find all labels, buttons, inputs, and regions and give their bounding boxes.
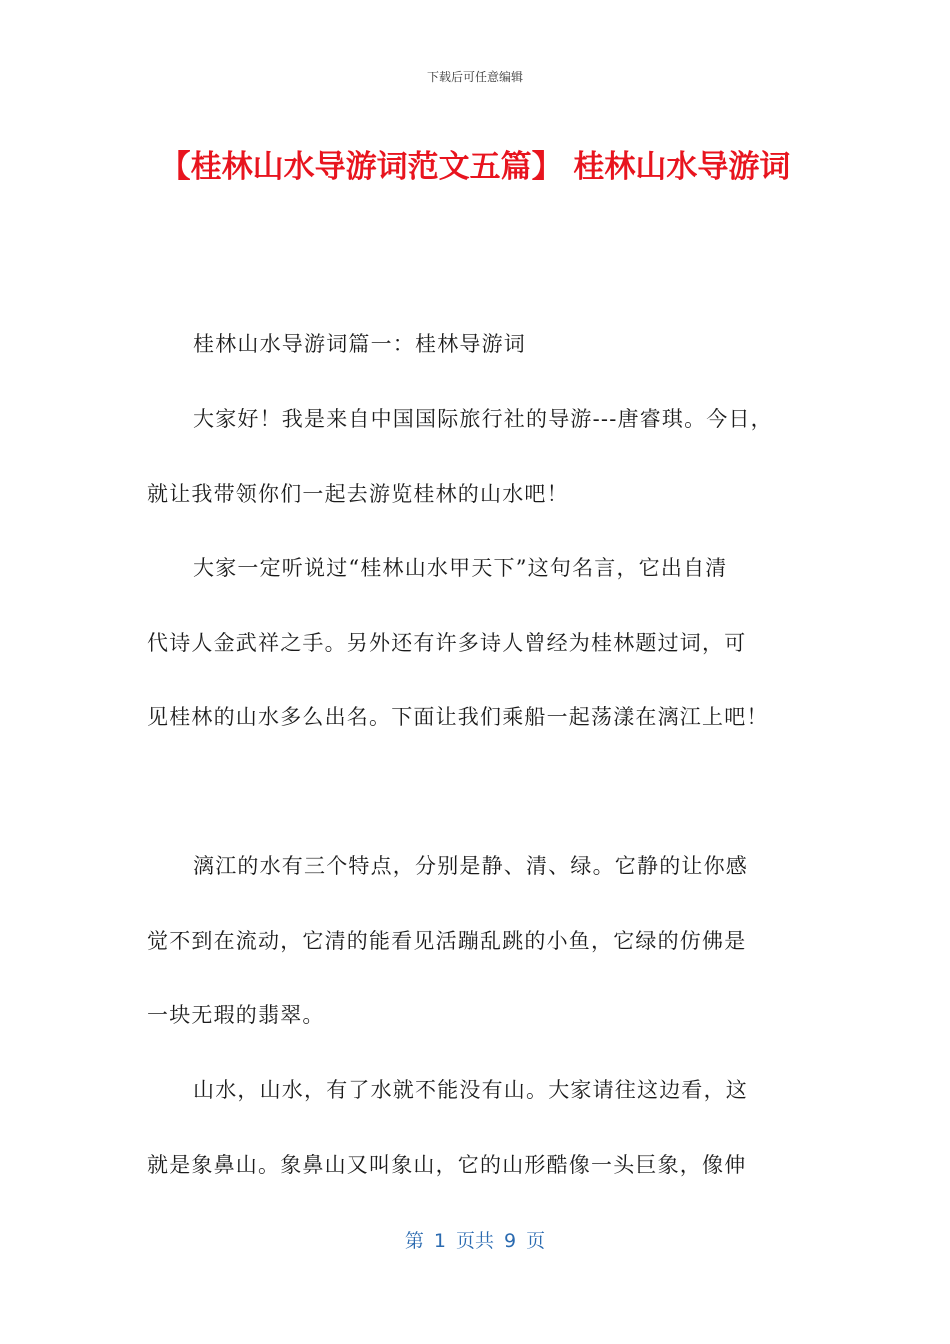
paragraph-line: 山水，山水，有了水就不能没有山。大家请往这边看，这	[193, 1078, 748, 1102]
document-title: 【桂林山水导游词范文五篇】 桂林山水导游词	[159, 149, 791, 185]
paragraph-line: 一块无瑕的翡翠。	[147, 1003, 325, 1027]
paragraph-line: 漓江的水有三个特点，分别是静、清、绿。它静的让你感	[193, 854, 748, 878]
paragraph-line: 就让我带领你们一起去游览桂林的山水吧！	[147, 482, 569, 506]
page-header-note: 下载后可任意编辑	[426, 70, 523, 84]
paragraph-line: 大家好！我是来自中国国际旅行社的导游---唐睿琪。今日，	[193, 407, 773, 431]
paragraph-line: 见桂林的山水多么出名。下面让我们乘船一起荡漾在漓江上吧！	[147, 705, 769, 729]
paragraph-line: 桂林山水导游词篇一：桂林导游词	[193, 332, 526, 356]
page-number: 第 1 页共 9 页	[404, 1230, 546, 1252]
paragraph-line: 大家一定听说过“桂林山水甲天下”这句名言，它出自清	[193, 556, 728, 580]
paragraph-line: 就是象鼻山。象鼻山又叫象山，它的山形酷像一头巨象，像伸	[147, 1153, 747, 1177]
paragraph-line: 代诗人金武祥之手。另外还有许多诗人曾经为桂林题过词，可	[147, 631, 747, 655]
paragraph-line: 觉不到在流动，它清的能看见活蹦乱跳的小鱼，它绿的仿佛是	[147, 929, 747, 953]
